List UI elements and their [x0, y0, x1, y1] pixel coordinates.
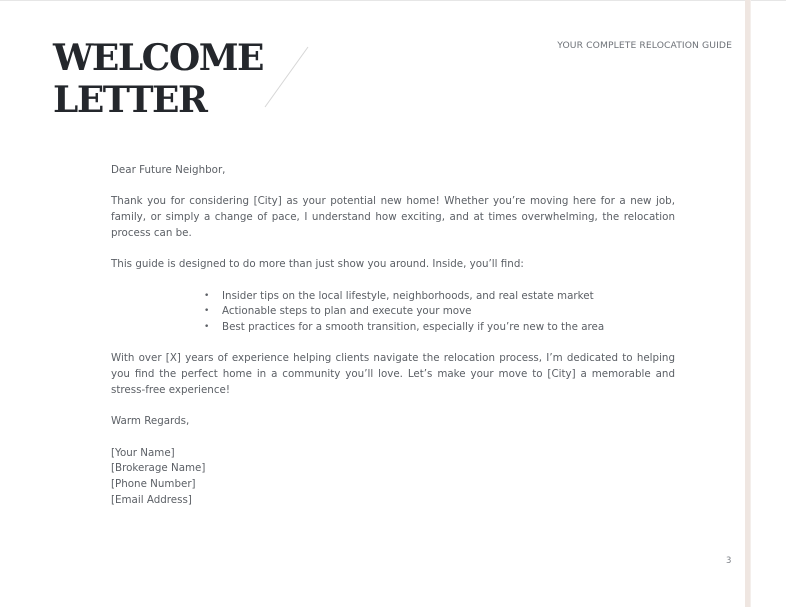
letter-closing: Warm Regards,	[111, 415, 190, 428]
page-number: 3	[726, 556, 732, 566]
signature-name: [Your Name]	[111, 446, 175, 459]
signature-block	[111, 446, 675, 509]
bullet-icon: •	[204, 290, 210, 301]
list-item-text: Best practices for a smooth transition, especially if you’re new to the area	[222, 320, 605, 333]
side-edge-line	[750, 0, 751, 607]
list-item-text: Actionable steps to plan and execute your move	[222, 305, 472, 318]
bullet-list	[111, 289, 675, 336]
list-item-text: Insider tips on the local lifestyle, neighborhoods, and real estate market	[222, 289, 594, 302]
signature-phone: [Phone Number]	[111, 477, 196, 490]
letter-body	[111, 163, 675, 508]
letter-paragraph-2: This guide is designed to do more than just show you around. Inside, you’ll find:	[111, 258, 524, 271]
header-tagline: YOUR COMPLETE RELOCATION GUIDE	[557, 40, 732, 51]
letter-paragraph-1: Thank you for considering [City] as your potential new home! Whether you’re moving here for a new job, family, or simply a change of pace, I understand how exciting, and at times overwhelming, the relocation process can be.	[111, 195, 675, 239]
letter-paragraph-3: With over [X] years of experience helping clients navigate the relocation process, I’m dedicated to helping you find the perfect home in a community you’ll love. Let’s make your move to [City] a memorable and stress-free experience!	[111, 352, 675, 396]
signature-brokerage: [Brokerage Name]	[111, 462, 206, 475]
list-item	[111, 289, 675, 305]
list-item	[111, 320, 675, 336]
title-line-1: WELCOME	[53, 37, 263, 79]
bullet-icon: •	[204, 306, 210, 317]
list-item	[111, 304, 675, 320]
top-rule	[0, 0, 786, 1]
bullet-icon: •	[204, 321, 210, 332]
letter-greeting: Dear Future Neighbor,	[111, 164, 226, 176]
page-title	[53, 37, 263, 121]
title-line-2: LETTER	[53, 79, 207, 121]
signature-email: [Email Address]	[111, 493, 192, 506]
decorative-slash	[262, 46, 310, 108]
